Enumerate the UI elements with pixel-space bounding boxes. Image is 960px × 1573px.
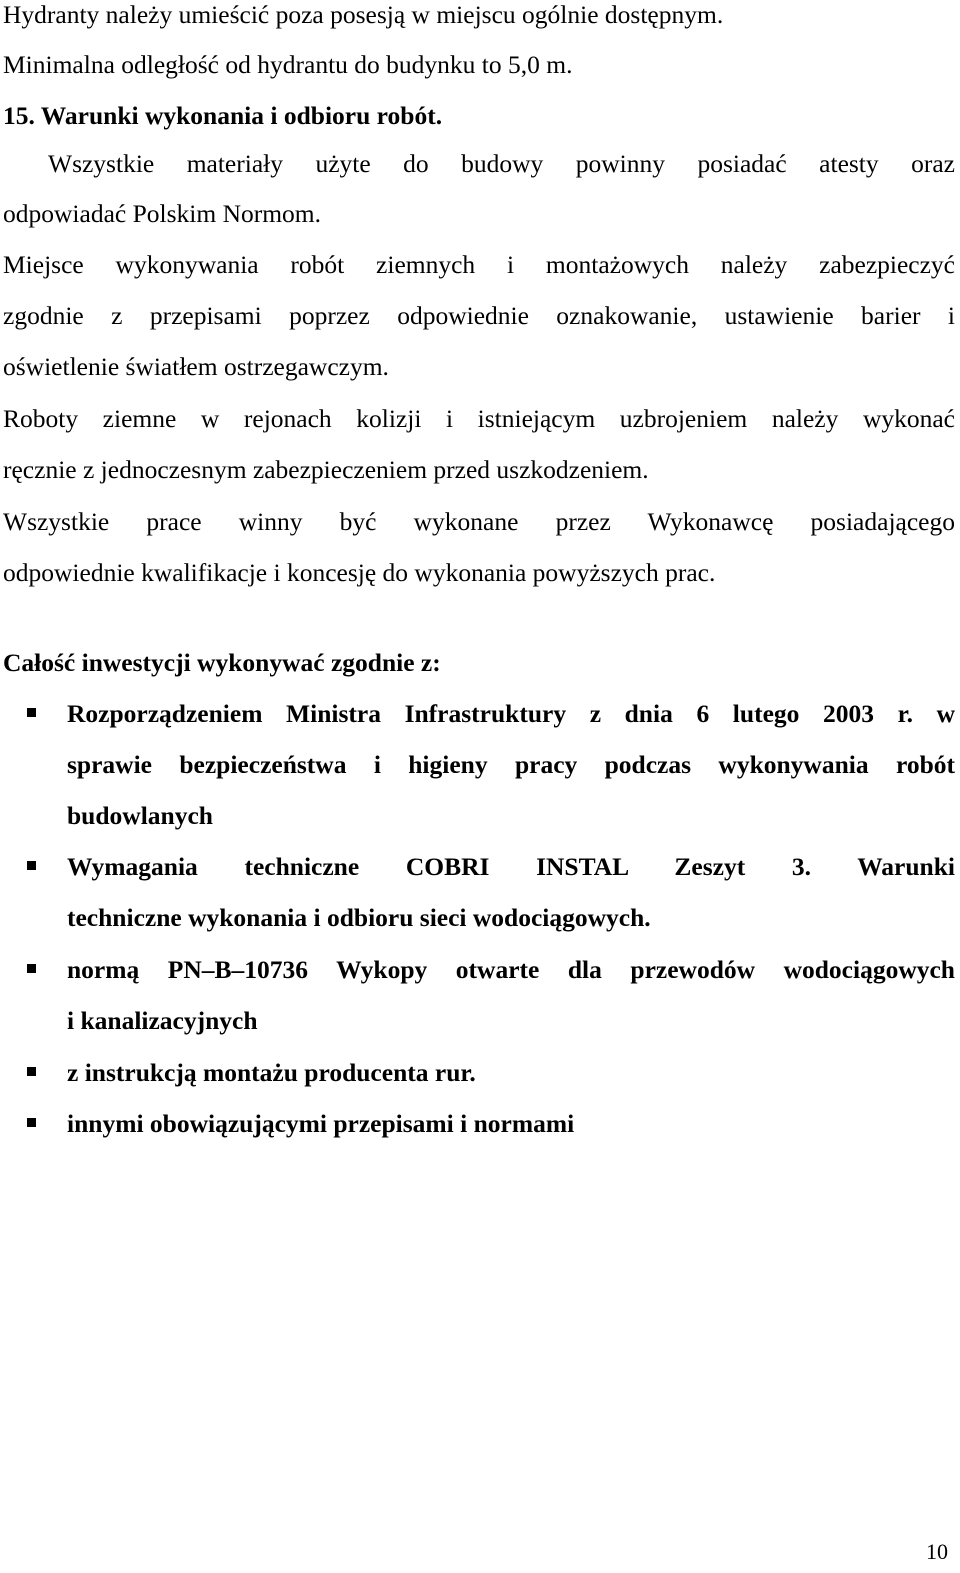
paragraph-line: ręcznie z jednoczesnym zabezpieczeniem przed uszkodzeniem. xyxy=(3,455,649,484)
paragraph-line: oświetlenie światłem ostrzegawczym. xyxy=(3,352,389,381)
bullet-square-icon xyxy=(27,1067,36,1076)
paragraph-line: Roboty ziemne w rejonach kolizji i istniejącym uzbrojeniem należy wykonać xyxy=(3,404,955,433)
list-item-line: techniczne wykonania i odbioru sieci wodociągowych. xyxy=(67,903,651,932)
bullet-square-icon xyxy=(27,708,36,717)
list-item-line: Rozporządzeniem Ministra Infrastruktury z dnia 6 lutego 2003 r. w xyxy=(67,699,955,728)
list-item-line: innymi obowiązującymi przepisami i normami xyxy=(67,1109,575,1138)
paragraph-line: Wszystkie prace winny być wykonane przez Wykonawcę posiadającego xyxy=(3,507,955,536)
paragraph-line: Wszystkie materiały użyte do budowy powinny posiadać atesty oraz xyxy=(48,149,955,178)
paragraph-line: odpowiadać Polskim Normom. xyxy=(3,199,322,228)
list-item-line: Wymagania techniczne COBRI INSTAL Zeszyt 3. Warunki xyxy=(67,852,955,881)
list-item-line: budowlanych xyxy=(67,801,213,830)
paragraph-line: zgodnie z przepisami poprzez odpowiednie oznakowanie, ustawienie barier i xyxy=(3,301,955,330)
list-item-line: i kanalizacyjnych xyxy=(67,1006,258,1035)
list-item-line: normą PN–B–10736 Wykopy otwarte dla przewodów wodociągowych xyxy=(67,955,955,984)
page-number: 10 xyxy=(926,1539,948,1564)
list-item-line: z instrukcją montażu producenta rur. xyxy=(67,1058,476,1087)
bullet-square-icon xyxy=(27,964,36,973)
paragraph-line: Miejsce wykonywania robót ziemnych i montażowych należy zabezpieczyć xyxy=(3,250,955,279)
bullet-square-icon xyxy=(27,861,36,870)
paragraph-line: odpowiednie kwalifikacje i koncesję do wykonania powyższych prac. xyxy=(3,558,716,587)
paragraph-line: Hydranty należy umieścić poza posesją w miejscu ogólnie dostępnym. xyxy=(3,0,724,29)
list-item-line: sprawie bezpieczeństwa i higieny pracy podczas wykonywania robót xyxy=(67,750,955,779)
section-heading: 15. Warunki wykonania i odbioru robót. xyxy=(3,101,443,130)
compliance-heading: Całość inwestycji wykonywać zgodnie z: xyxy=(3,648,441,677)
paragraph-line: Minimalna odległość od hydrantu do budynku to 5,0 m. xyxy=(3,50,573,79)
bullet-square-icon xyxy=(27,1118,36,1127)
